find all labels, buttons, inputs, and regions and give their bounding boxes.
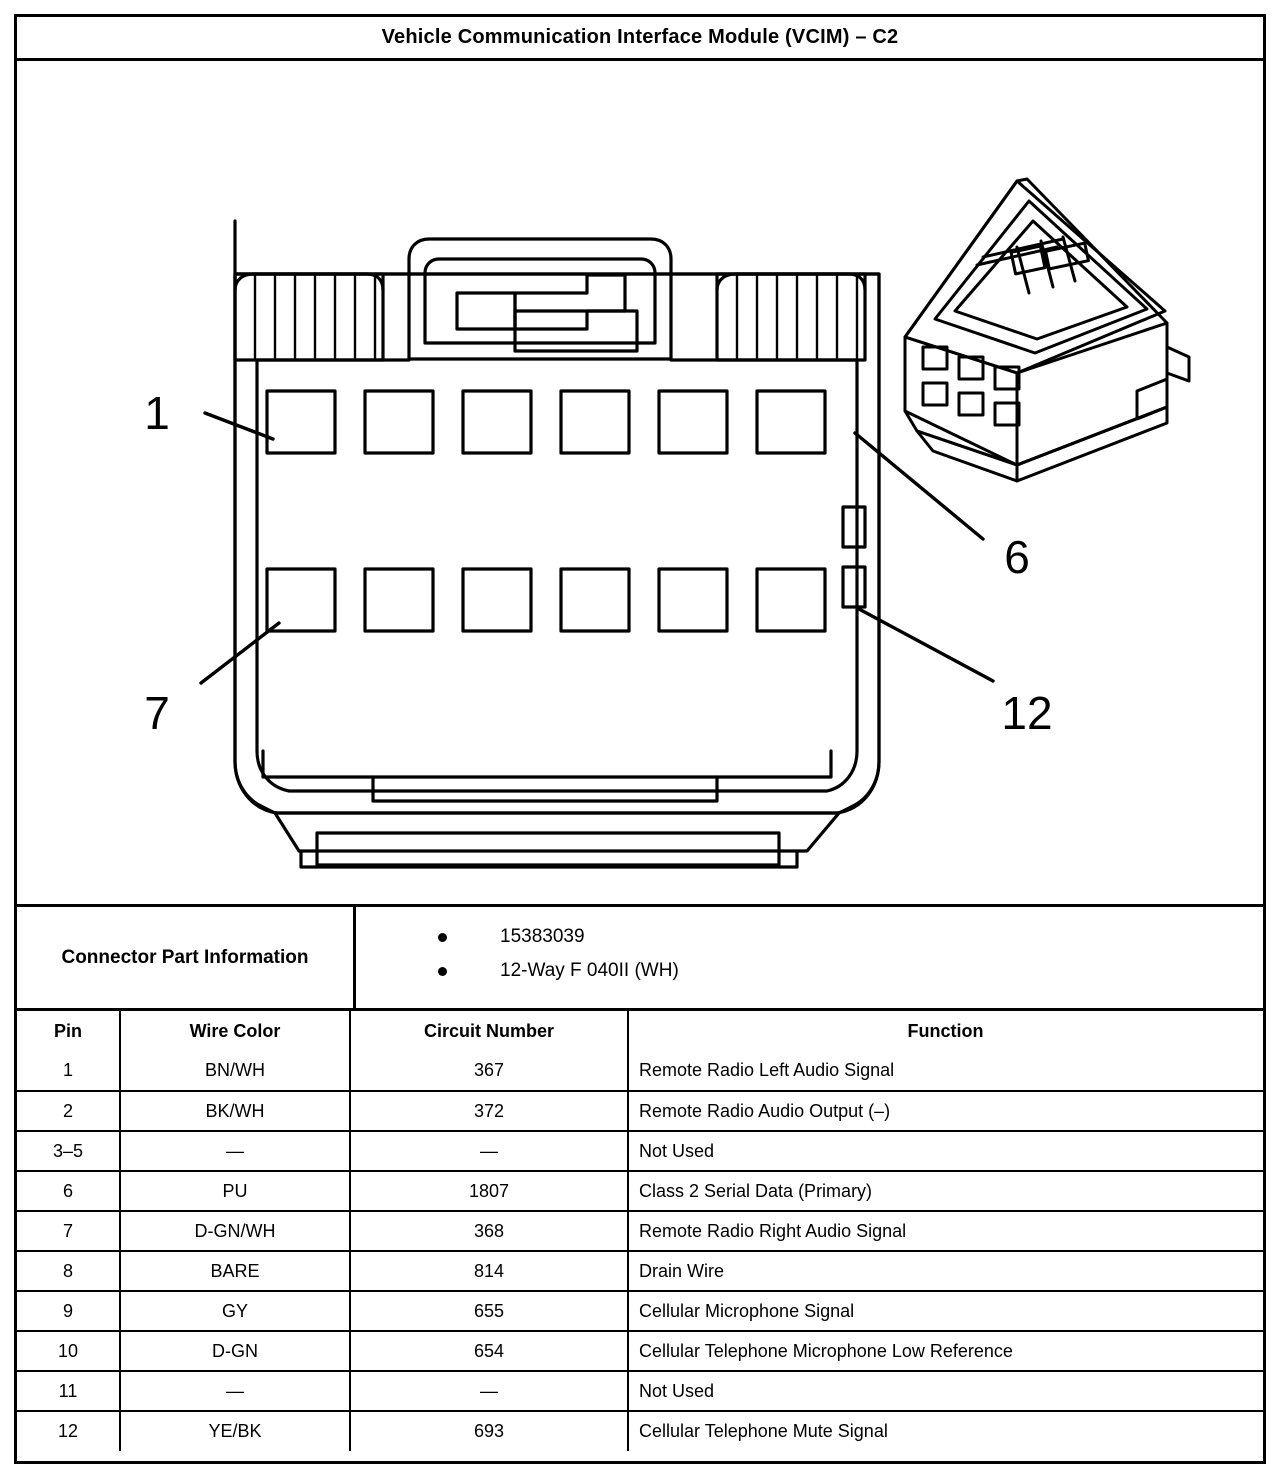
- cavity-3: [463, 391, 531, 453]
- header-function: Function: [907, 1020, 984, 1041]
- table-row: [17, 1091, 1263, 1131]
- cell-function: Remote Radio Audio Output (–): [628, 1091, 1263, 1131]
- cell-pin: 11: [17, 1371, 120, 1411]
- connector-part-information-label: Connector Part Information: [17, 907, 356, 1008]
- callout-12: 12: [1001, 687, 1053, 739]
- cavity-5: [659, 391, 727, 453]
- cell-wire-color: —: [120, 1131, 350, 1171]
- cell-function: Not Used: [628, 1131, 1263, 1171]
- cavity-10: [561, 569, 629, 631]
- table-row: [17, 1251, 1263, 1291]
- cell-wire-color: GY: [120, 1291, 350, 1331]
- table-row: [17, 1411, 1263, 1451]
- cell-circuit-number: —: [350, 1371, 628, 1411]
- cell-pin: 3–5: [17, 1131, 120, 1171]
- cell-function: Cellular Microphone Signal: [628, 1291, 1263, 1331]
- cavity-9: [463, 569, 531, 631]
- cell-pin: 12: [17, 1411, 120, 1451]
- connector-face-view: [235, 221, 879, 867]
- cell-function: Cellular Telephone Mute Signal: [639, 1421, 888, 1441]
- cell-function: Not Used: [628, 1371, 1263, 1411]
- table-row: [17, 1331, 1263, 1371]
- connector-part-description: 12-Way F 040II (WH): [438, 954, 1263, 988]
- cell-pin: 7: [17, 1211, 120, 1251]
- cell-circuit-number: 814: [350, 1251, 628, 1291]
- cell-function: Class 2 Serial Data (Primary): [628, 1171, 1263, 1211]
- cell-circuit-number: 693: [350, 1411, 628, 1451]
- cavity-11: [659, 569, 727, 631]
- cell-wire-color: BARE: [120, 1251, 350, 1291]
- cavity-7: [267, 569, 335, 631]
- cavity-2: [365, 391, 433, 453]
- callout-1: 1: [144, 387, 170, 439]
- cell-circuit-number: 368: [350, 1211, 628, 1251]
- cell-function: Remote Radio Left Audio Signal: [628, 1051, 1263, 1091]
- connector-drawing: [17, 61, 1263, 907]
- cell-circuit-number: —: [350, 1131, 628, 1171]
- connector-part-information: [17, 907, 1263, 1011]
- cell-pin: 9: [17, 1291, 120, 1331]
- cell-wire-color: YE/BK: [120, 1411, 350, 1451]
- callout-7: 7: [144, 687, 170, 739]
- page-title: Vehicle Communication Interface Module (VCIM) – C2: [381, 26, 899, 48]
- cell-pin: 2: [17, 1091, 120, 1131]
- connector-figure: [17, 61, 1263, 907]
- cell-wire-color: —: [120, 1371, 350, 1411]
- cell-function: Cellular Telephone Microphone Low Reference: [628, 1331, 1263, 1371]
- table-row: [17, 1051, 1263, 1091]
- connector-part-information-values: [356, 907, 1263, 1008]
- cell-circuit-number: 1807: [350, 1171, 628, 1211]
- table-row: [17, 1171, 1263, 1211]
- table-row: [17, 1211, 1263, 1251]
- cavity-1: [267, 391, 335, 453]
- cell-pin: 1: [17, 1051, 120, 1091]
- cavity-12: [757, 569, 825, 631]
- header-wire-color: Wire Color: [120, 1011, 350, 1051]
- leader-7: [201, 623, 279, 683]
- cell-pin: 10: [17, 1331, 120, 1371]
- header-pin: Pin: [17, 1011, 120, 1051]
- table-row: [17, 1291, 1263, 1331]
- header-circuit-number: Circuit Number: [350, 1011, 628, 1051]
- cavity-8: [365, 569, 433, 631]
- callout-6: 6: [1004, 531, 1030, 583]
- cell-wire-color: D-GN/WH: [120, 1211, 350, 1251]
- cell-function: Remote Radio Right Audio Signal: [628, 1211, 1263, 1251]
- table-header-row: [17, 1011, 1263, 1051]
- cell-circuit-number: 367: [350, 1051, 628, 1091]
- callout-labels: [144, 387, 1052, 739]
- connector-isometric-view: [905, 61, 1189, 481]
- cavity-6: [757, 391, 825, 453]
- cell-circuit-number: 654: [350, 1331, 628, 1371]
- cell-wire-color: D-GN: [120, 1331, 350, 1371]
- diagram-sheet: [14, 14, 1266, 1464]
- cell-pin: 6: [17, 1171, 120, 1211]
- cavity-4: [561, 391, 629, 453]
- cell-wire-color: PU: [120, 1171, 350, 1211]
- cell-pin: 8: [17, 1251, 120, 1291]
- leader-1: [205, 413, 273, 439]
- connector-part-number: 15383039: [438, 920, 1263, 954]
- cell-function: Drain Wire: [628, 1251, 1263, 1291]
- title-bar: [17, 17, 1263, 61]
- pin-table: [17, 1011, 1263, 1451]
- table-row: [17, 1371, 1263, 1411]
- cell-circuit-number: 655: [350, 1291, 628, 1331]
- cell-wire-color: BN/WH: [120, 1051, 350, 1091]
- table-row: [17, 1131, 1263, 1171]
- leader-6: [855, 433, 983, 539]
- cell-wire-color: BK/WH: [120, 1091, 350, 1131]
- cell-circuit-number: 372: [350, 1091, 628, 1131]
